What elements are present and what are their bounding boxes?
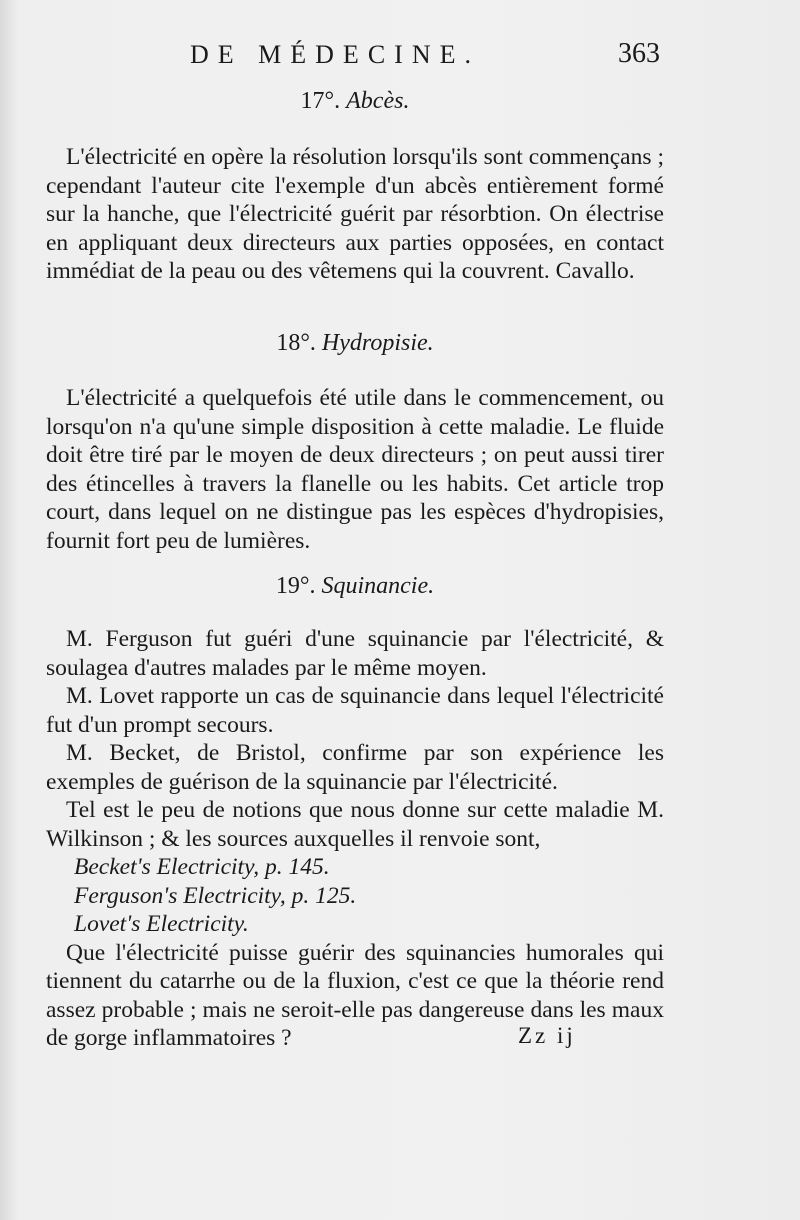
reference-item: Becket's Electricity, p. 145.	[74, 854, 330, 880]
signature-mark: Zz ij	[518, 1023, 576, 1048]
paragraph: L'électricité en opère la résolution lorsqu'ils sont commençans ; cependant l'auteur cite l'exemple d'un abcès entièrement formé sur la hanche, que l'électricité guérit par résorbtion. On électrise en appliquant deux directeurs aux parties opposées, en contact immédiat de la peau ou des vêtemens qui la couvrent. Cavallo.	[46, 144, 664, 284]
section-number: 17°.	[300, 88, 341, 114]
section-title: Abcès.	[346, 88, 410, 114]
section-body-squinancie	[46, 625, 664, 1053]
section-number: 18°.	[276, 330, 316, 356]
section-heading-squinancie	[46, 573, 664, 600]
reference-item: Ferguson's Electricity, p. 125.	[74, 882, 357, 909]
section-title: Squinancie.	[321, 573, 435, 599]
closing-paragraph: Que l'électricité puisse guérir des squinancies humorales qui tiennent du catarrhe ou de la fluxion, c'est ce que la théorie rend assez probable ; mais ne seroit-elle pas dangereuse dans les maux de gorge inflammatoires ?	[46, 939, 664, 1051]
reference-list	[46, 853, 664, 939]
section-body-abces	[46, 143, 664, 286]
paragraph: M. Ferguson fut guéri d'une squinancie par l'électricité, & soulagea d'autres malades par le même moyen.	[46, 626, 664, 681]
page-header	[190, 40, 660, 80]
paragraph: L'électricité a quelquefois été utile dans le commencement, ou lorsqu'on n'a qu'une simple disposition à cette maladie. Le fluide doit être tiré par le moyen de deux directeurs ; on peut aussi tirer des étincelles à travers la flanelle ou les habits. Cet article trop court, dans lequel on ne distingue pas les espèces d'hydropisies, fournit fort peu de lumières.	[46, 385, 664, 554]
reference-item: Lovet's Electricity.	[74, 911, 249, 937]
paragraph: M. Lovet rapporte un cas de squinancie dans lequel l'électricité fut d'un prompt secours.	[46, 683, 664, 738]
section-heading-abces	[46, 88, 664, 115]
running-title: DE MÉDECINE.	[190, 40, 480, 69]
section-heading-hydropisie	[46, 330, 664, 357]
section-body-hydropisie	[46, 384, 664, 555]
paragraph: Tel est le peu de notions que nous donne sur cette maladie M. Wilkinson ; & les sources auxquelles il renvoie sont,	[46, 797, 664, 852]
section-title: Hydropisie.	[321, 330, 434, 356]
section-number: 19°.	[275, 573, 316, 599]
paragraph: M. Becket, de Bristol, confirme par son expérience les exemples de guérison de la squinancie par l'électricité.	[46, 740, 664, 795]
page-number: 363	[618, 38, 660, 69]
